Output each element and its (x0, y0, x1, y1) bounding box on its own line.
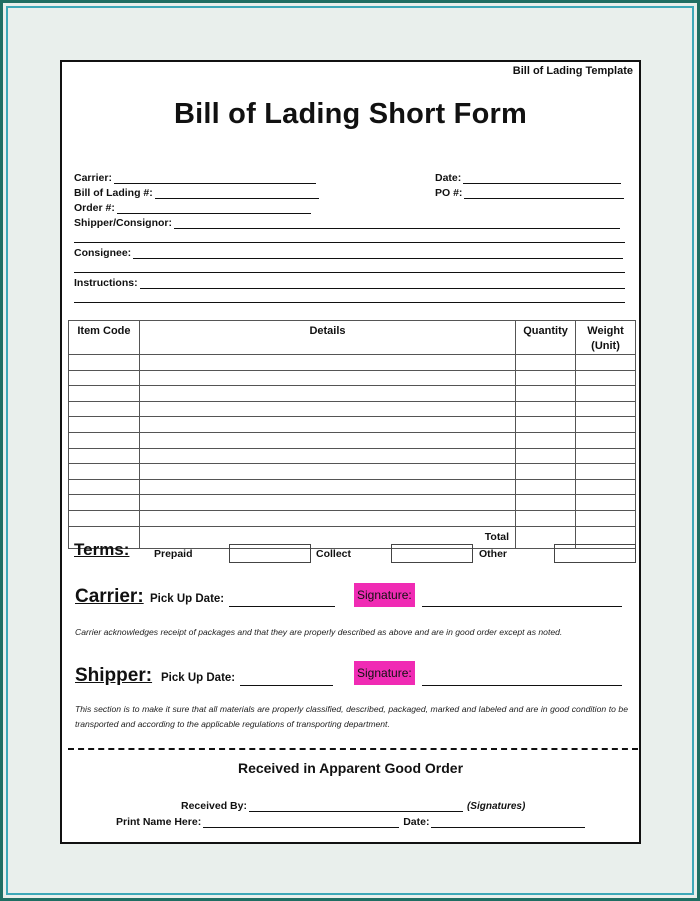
table-row (69, 448, 636, 464)
po-field-line[interactable] (464, 189, 624, 199)
table-cell[interactable] (139, 386, 515, 402)
table-cell[interactable] (69, 495, 140, 511)
instructions-label: Instructions: (74, 277, 138, 289)
carrier-pickup-line[interactable] (229, 606, 335, 607)
table-cell[interactable] (69, 370, 140, 386)
table-cell[interactable] (69, 417, 140, 433)
table-cell[interactable] (139, 355, 515, 371)
table-row (69, 479, 636, 495)
shipper-consignor-line[interactable] (174, 219, 620, 229)
po-field[interactable] (435, 187, 624, 199)
table-row (69, 510, 636, 526)
prepaid-box[interactable] (229, 544, 311, 563)
table-cell[interactable] (576, 510, 636, 526)
carrier-pickup-label: Pick Up Date: (150, 593, 225, 605)
consignee-extra-line[interactable] (74, 272, 625, 273)
carrier-signature-badge: Signature: (354, 583, 415, 607)
table-cell[interactable] (516, 386, 576, 402)
bill-of-lading-line[interactable] (155, 189, 319, 199)
table-cell[interactable] (139, 510, 515, 526)
shipper-pickup-line[interactable] (240, 685, 333, 686)
received-title: Received in Apparent Good Order (237, 760, 464, 776)
table-cell[interactable] (516, 495, 576, 511)
item-code-header: Item Code (69, 321, 140, 355)
bill-of-lading-label: Bill of Lading #: (74, 187, 153, 199)
table-cell[interactable] (139, 401, 515, 417)
prepaid-label: Prepaid (154, 548, 193, 560)
table-cell[interactable] (69, 355, 140, 371)
shipper-signature-line[interactable] (422, 685, 622, 686)
table-cell[interactable] (576, 370, 636, 386)
table-row (69, 401, 636, 417)
instructions-line[interactable] (140, 279, 625, 289)
print-name-label: Print Name Here: (116, 816, 202, 828)
table-cell[interactable] (516, 510, 576, 526)
table-row (69, 370, 636, 386)
quantity-header: Quantity (516, 321, 576, 355)
table-cell[interactable] (516, 401, 576, 417)
carrier-signature-line[interactable] (422, 606, 622, 607)
po-field-label: PO #: (435, 187, 463, 199)
received-by-field[interactable] (181, 800, 525, 812)
order-field-label: Order #: (74, 202, 115, 214)
shipper-consignor-field[interactable] (74, 217, 620, 229)
table-cell[interactable] (69, 432, 140, 448)
table-cell[interactable] (69, 448, 140, 464)
instructions-extra-line[interactable] (74, 302, 625, 303)
carrier-field-label: Carrier: (74, 172, 112, 184)
table-cell[interactable] (139, 495, 515, 511)
carrier-section-title: Carrier: (75, 586, 144, 607)
carrier-field-line[interactable] (114, 174, 316, 184)
items-table (68, 320, 636, 549)
received-by-line[interactable] (249, 802, 463, 812)
order-field-line[interactable] (117, 204, 311, 214)
terms-title: Terms: (74, 540, 130, 559)
table-cell[interactable] (516, 432, 576, 448)
shipper-consignor-extra-line[interactable] (74, 242, 625, 243)
weight-header: Weight (Unit) (576, 321, 636, 355)
table-cell[interactable] (576, 401, 636, 417)
collect-box[interactable] (391, 544, 473, 563)
table-cell[interactable] (69, 464, 140, 480)
print-name-field[interactable] (116, 816, 585, 828)
signatures-note: (Signatures) (466, 801, 526, 812)
consignee-line[interactable] (133, 249, 623, 259)
shipper-note: This section is to make it sure that all materials are properly classified, described, packaged, marked and labeled and are in good condition to be transported and according to the applicable regulations of transporting department. (75, 704, 628, 729)
table-cell[interactable] (139, 417, 515, 433)
table-row (69, 386, 636, 402)
table-cell[interactable] (69, 479, 140, 495)
print-name-line[interactable] (203, 818, 399, 828)
form-page (60, 60, 641, 844)
table-cell[interactable] (576, 355, 636, 371)
date-field-line[interactable] (463, 174, 621, 184)
shipper-consignor-label: Shipper/Consignor: (74, 217, 172, 229)
table-cell[interactable] (576, 417, 636, 433)
table-row (69, 495, 636, 511)
table-cell[interactable] (139, 479, 515, 495)
consignee-field[interactable] (74, 247, 623, 259)
bill-of-lading-field[interactable] (74, 187, 319, 199)
table-cell[interactable] (139, 464, 515, 480)
table-cell[interactable] (576, 464, 636, 480)
other-box[interactable] (554, 544, 636, 563)
table-cell[interactable] (139, 432, 515, 448)
table-cell[interactable] (576, 432, 636, 448)
table-cell[interactable] (516, 479, 576, 495)
template-label: Bill of Lading Template (512, 65, 633, 77)
table-cell[interactable] (69, 401, 140, 417)
total-label: Total (139, 526, 515, 548)
shipper-section-title: Shipper: (75, 665, 153, 686)
received-date-label: Date: (403, 816, 430, 828)
shipper-pickup-label: Pick Up Date: (161, 672, 236, 684)
table-cell[interactable] (576, 495, 636, 511)
table-cell[interactable] (139, 448, 515, 464)
table-cell[interactable] (576, 448, 636, 464)
form-title: Bill of Lading Short Form (174, 98, 527, 130)
table-cell[interactable] (516, 448, 576, 464)
received-date-line[interactable] (431, 818, 585, 828)
other-label: Other (479, 548, 508, 560)
table-cell[interactable] (69, 510, 140, 526)
table-cell[interactable] (516, 417, 576, 433)
date-field[interactable] (435, 172, 621, 184)
table-cell[interactable] (576, 386, 636, 402)
details-header: Details (139, 321, 515, 355)
date-field-label: Date: (435, 172, 462, 184)
order-field[interactable] (74, 202, 311, 214)
table-row (69, 432, 636, 448)
table-header-row (69, 321, 636, 355)
table-cell[interactable] (516, 464, 576, 480)
instructions-field[interactable] (74, 277, 625, 289)
table-row (69, 355, 636, 371)
table-cell[interactable] (516, 370, 576, 386)
table-cell[interactable] (516, 355, 576, 371)
shipper-signature-badge: Signature: (354, 661, 415, 685)
consignee-label: Consignee: (74, 247, 132, 259)
carrier-note: Carrier acknowledges receipt of packages and that they are properly described as above and are in good order except as noted. (75, 627, 563, 637)
table-cell[interactable] (69, 386, 140, 402)
cut-line-divider (68, 748, 638, 750)
table-cell[interactable] (576, 479, 636, 495)
table-row (69, 464, 636, 480)
carrier-field[interactable] (74, 172, 316, 184)
table-row (69, 417, 636, 433)
collect-label: Collect (316, 548, 352, 560)
table-cell[interactable] (139, 370, 515, 386)
received-by-label: Received By: (181, 800, 247, 812)
total-row (69, 526, 636, 548)
